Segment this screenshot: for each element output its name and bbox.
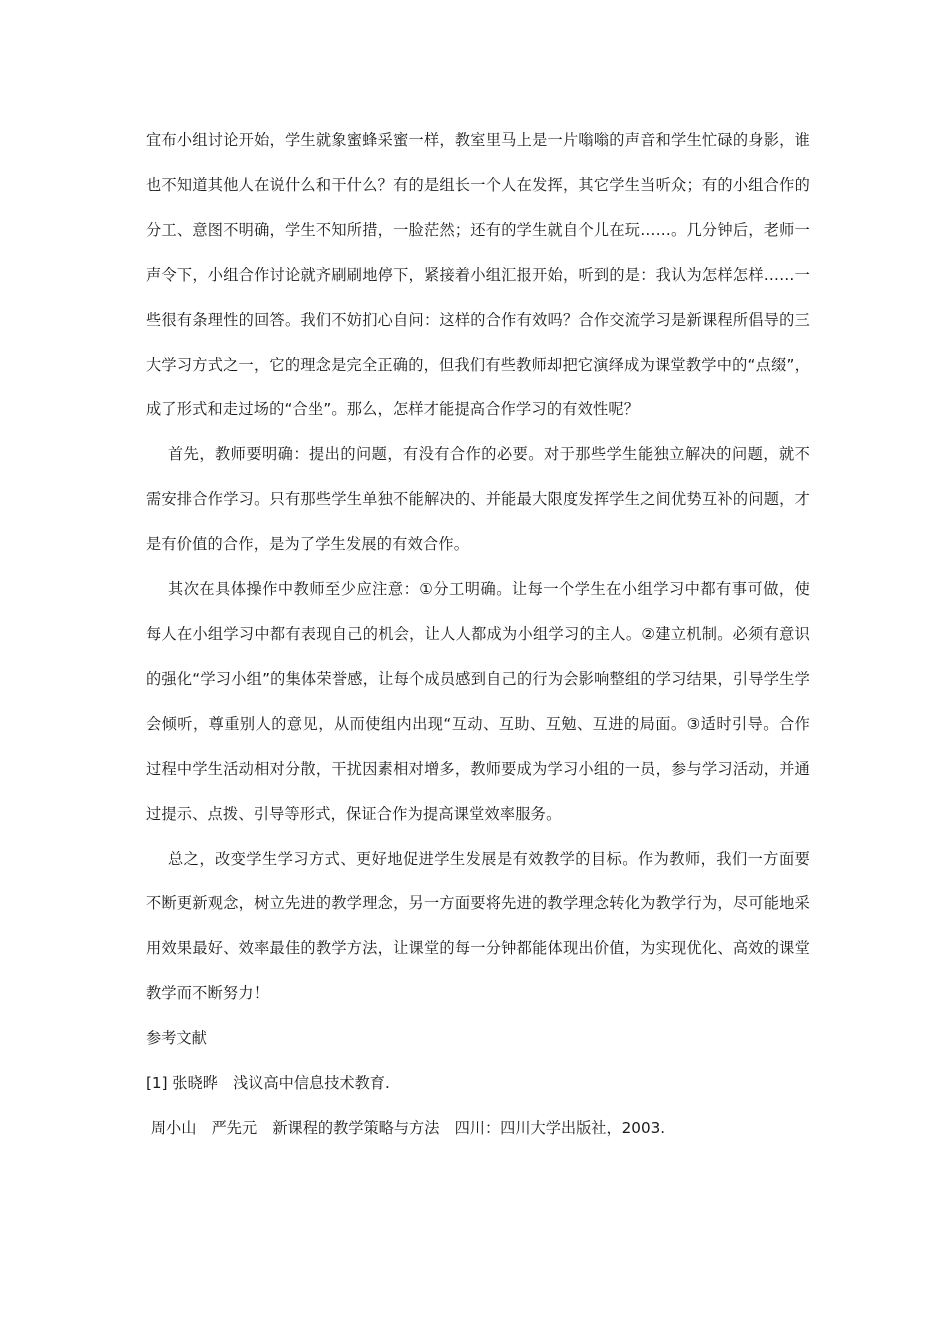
reference-item-2: 周小山 严先元 新课程的教学策略与方法 四川：四川大学出版社，2003.: [146, 1118, 666, 1137]
body-paragraph-2: 首先，教师要明确：提出的问题，有没有合作的必要。对于那些学生能独立解决的问题，就不需安排合作学习。只有那些学生单独不能解决的、并能最大限度发挥学生之间优势互补的问题，才是有价值的合作，是为了学生发展的有效合作。: [146, 445, 810, 554]
reference-item-1: [1] 张晓晔 浅议高中信息技术教育.: [146, 1074, 390, 1093]
body-paragraph-3: 其次在具体操作中教师至少应注意：①分工明确。让每一个学生在小组学习中都有事可做，使每人在小组学习中都有表现自己的机会，让人人都成为小组学习的主人。②建立机制。必须有意识的强化“学习小组”的集体荣誉感，让每个成员感到自己的行为会影响整组的学习结果，引导学生学会倾听，尊重别人的意见，从而使组内出现“互动、互助、互勉、互进的局面。③适时引导。合作过程中学生活动相对分散，干扰因素相对增多，教师要成为学习小组的一员，参与学习活动，并通过提示、点拨、引导等形式，保证合作为提高课堂效率服务。: [146, 580, 810, 823]
body-paragraph-4: 总之，改变学生学习方式、更好地促进学生发展是有效教学的目标。作为教师，我们一方面要不断更新观念，树立先进的教学理念，另一方面要将先进的教学理念转化为教学行为，尽可能地采用效果最好、效率最佳的教学方法，让课堂的每一分钟都能体现出价值，为实现优化、高效的课堂教学而不断努力！: [146, 849, 810, 1003]
document-body: [146, 118, 810, 1151]
references-heading: 参考文献: [146, 1029, 207, 1048]
body-paragraph-1: 宜布小组讨论开始，学生就象蜜蜂采蜜一样，教室里马上是一片嗡嗡的声音和学生忙碌的身影，谁也不知道其他人在说什么和干什么？有的是组长一个人在发挥，其它学生当听众；有的小组合作的分工、意图不明确，学生不知所措，一脸茫然；还有的学生就自个儿在玩……。几分钟后，老师一声令下，小组合作讨论就齐刷刷地停下，紧接着小组汇报开始，听到的是：我认为怎样怎样……一些很有条理性的回答。我们不妨扪心自问：这样的合作有效吗？合作交流学习是新课程所倡导的三大学习方式之一，它的理念是完全正确的，但我们有些教师却把它演绎成为课堂教学中的“点缀”，成了形式和走过场的“合坐”。那么，怎样才能提高合作学习的有效性呢？: [146, 131, 810, 419]
